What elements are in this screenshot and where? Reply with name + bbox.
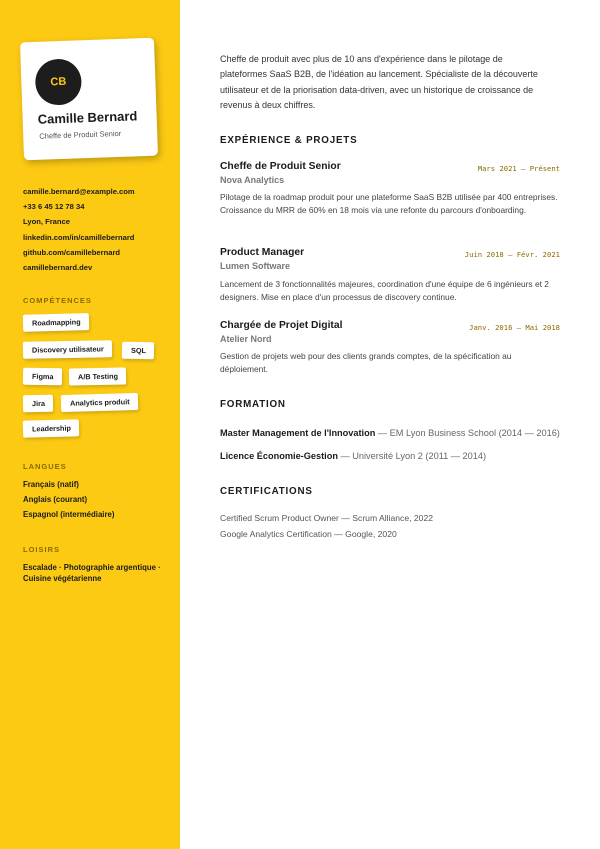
contact-phone[interactable]: +33 6 45 12 78 34 (23, 202, 85, 212)
job-description: Pilotage de la roadmap produit pour une plateforme SaaS B2B utilisée par 400 entreprises. Croissance du MRR de 60% en 18 mois via une refonte du parcours d'onboarding. (220, 192, 558, 216)
skill-tag: A/B Testing (69, 368, 126, 386)
contact-github[interactable]: github.com/camillebernard (23, 247, 121, 257)
education-detail: — Université Lyon 2 (2011 — 2014) (337, 451, 487, 461)
sidebar (0, 0, 180, 849)
education-degree: Master Management de l'Innovation (220, 428, 376, 438)
education-degree: Licence Économie-Gestion (220, 451, 338, 461)
certification-item: Google Analytics Certification — Google, 2020 (220, 529, 397, 539)
skill-tag: Figma (23, 368, 62, 386)
job-company: Atelier Nord (220, 334, 272, 344)
language-item: Français (natif) (23, 480, 79, 489)
experience-heading: EXPÉRIENCE & PROJETS (220, 135, 358, 146)
hobbies-text: Escalade · Photographie argentique · Cuisine végétarienne (23, 563, 161, 583)
job-title: Cheffe de Produit Senior (220, 161, 341, 172)
certification-item: Certified Scrum Product Owner — Scrum Alliance, 2022 (220, 513, 434, 523)
contact-email[interactable]: camille.bernard@example.com (23, 187, 135, 196)
profile-role: Cheffe de Produit Senior (39, 128, 122, 141)
job-description: Lancement de 3 fonctionnalités majeures, coordination d'une équipe de 6 ingénieurs et 2 designers. Mise en place d'un processus de discovery continue. (220, 279, 549, 303)
education-item (220, 428, 560, 438)
skill-tag: Analytics produit (61, 393, 138, 412)
skill-tag: Jira (23, 395, 53, 413)
avatar: CB (35, 58, 83, 106)
job-date: Janv. 2016 — Mai 2018 (469, 323, 560, 332)
skill-tag: Discovery utilisateur (23, 340, 112, 359)
skill-tag: Roadmapping (23, 313, 89, 332)
hobbies-heading: LOISIRS (23, 545, 61, 554)
contact-linkedin[interactable]: linkedin.com/in/camillebernard (23, 232, 135, 242)
job-date: Juin 2018 — Févr. 2021 (464, 250, 560, 259)
job-company: Lumen Software (220, 261, 291, 271)
profile-summary: Cheffe de produit avec plus de 10 ans d'expérience dans le pilotage de plateformes SaaS B2B, de l'idéation au lancement. Spécialiste de la découverte utilisateur et de la priorisation data-driven, avec un historique de croissance de revenus à deux chiffres. (220, 54, 538, 110)
job-company: Nova Analytics (220, 175, 285, 185)
job-description: Gestion de projets web pour des clients grands comptes, de la spécification au déploiement. (220, 351, 512, 375)
languages-heading: LANGUES (23, 462, 67, 471)
job-title: Chargée de Projet Digital (220, 320, 343, 331)
skill-tag: Leadership (23, 419, 79, 437)
profile-name: Camille Bernard (37, 108, 138, 127)
certifications-heading: CERTIFICATIONS (220, 486, 313, 497)
education-detail: — EM Lyon Business School (2014 — 2016) (375, 428, 560, 438)
contact-website[interactable]: camillebernard.dev (23, 262, 93, 272)
job-date: Mars 2021 — Présent (477, 164, 560, 173)
language-item: Anglais (courant) (23, 495, 88, 504)
skill-tag: SQL (122, 342, 154, 360)
profile-card (20, 38, 158, 161)
contact-location: Lyon, France (23, 217, 70, 227)
skills-heading: COMPÉTENCES (23, 296, 92, 305)
education-heading: FORMATION (220, 399, 286, 410)
job-title: Product Manager (220, 247, 305, 258)
contact-list (23, 187, 135, 278)
language-item: Espagnol (intermédiaire) (23, 510, 115, 519)
education-item (220, 451, 486, 461)
